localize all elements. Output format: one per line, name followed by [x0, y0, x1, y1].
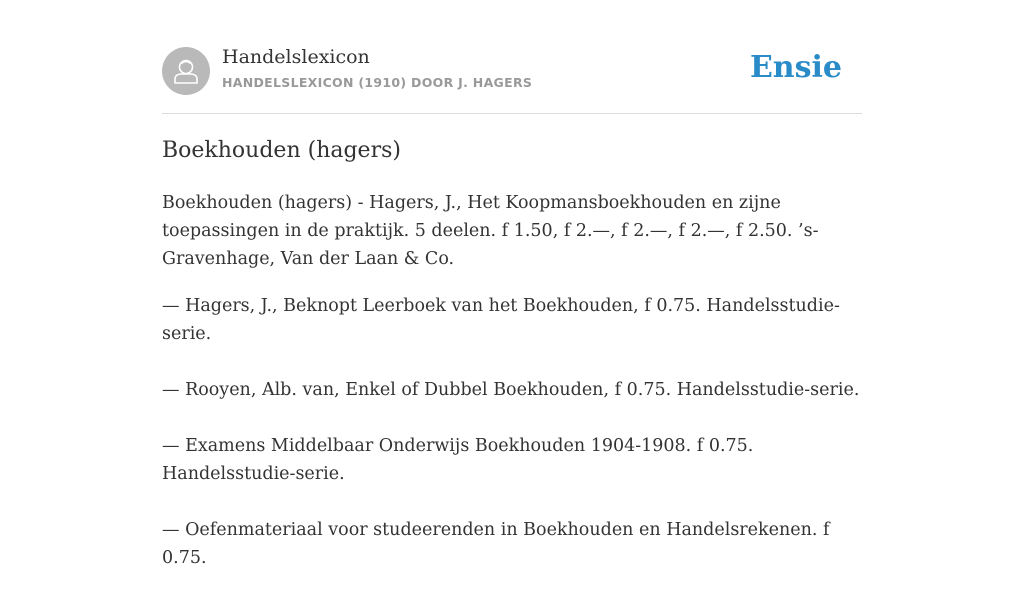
avatar[interactable]: [162, 47, 210, 95]
source-subtitle: HANDELSLEXICON (1910) DOOR J. HAGERS: [222, 75, 533, 90]
article-paragraph: Boekhouden (hagers) - Hagers, J., Het Koopmansboekhouden en zijne toepassingen in de praktijk. 5 deelen. f 1.50, f 2.—, f 2.—, f 2.—, f 2.50. ’s-Gravenhage, Van der Laan & Co.: [162, 193, 819, 269]
article-body: [162, 189, 862, 600]
article-paragraph: — Hagers, J., Beknopt Leerboek van het Boekhouden, f 0.75. Handelsstudie-serie.: [162, 296, 840, 344]
article-paragraph: — Examens Middelbaar Onderwijs Boekhouden 1904-1908. f 0.75. Handelsstudie-serie.: [162, 436, 754, 484]
article-paragraph: — Rooyen, Alb. van, Enkel of Dubbel Boekhouden, f 0.75. Handelsstudie-serie.: [162, 380, 860, 400]
source-header: [162, 0, 862, 114]
source-title[interactable]: Handelslexicon: [222, 46, 370, 68]
article-paragraph: — Oefenmateriaal voor studeerenden in Boekhouden en Handelsrekenen. f 0.75.: [162, 520, 830, 568]
ensie-logo[interactable]: Ensie: [749, 50, 842, 85]
user-icon: [162, 47, 210, 95]
article-title: Boekhouden (hagers): [162, 138, 401, 163]
article-container: [162, 0, 862, 568]
